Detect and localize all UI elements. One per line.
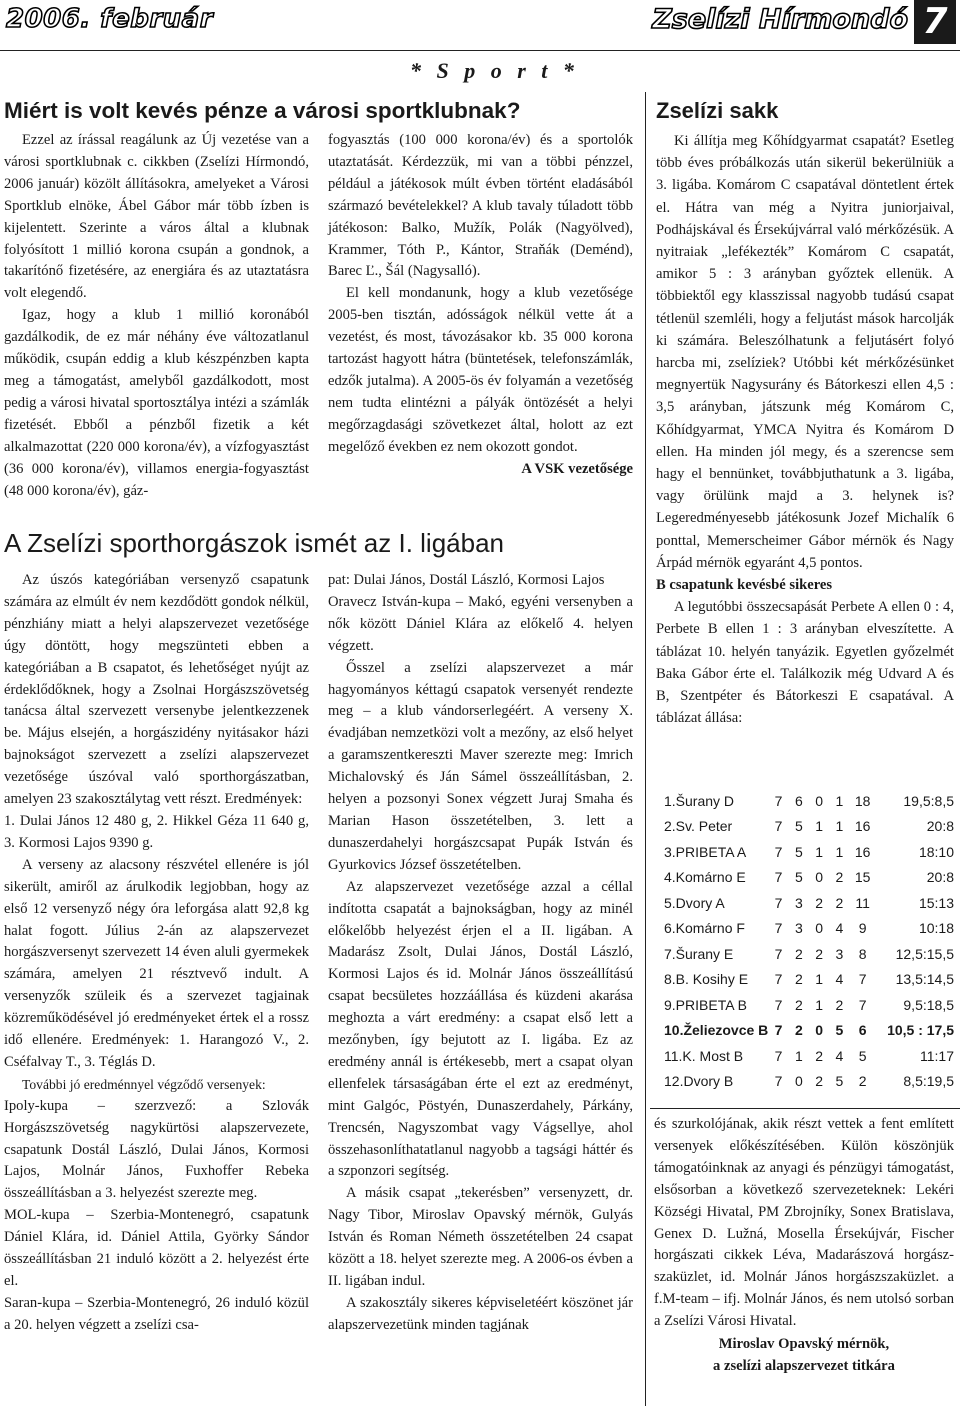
standings-cell: 5 bbox=[794, 818, 803, 835]
standings-cell: 20:8 bbox=[926, 818, 954, 835]
standings-cell: 7 bbox=[858, 996, 867, 1013]
standings-row bbox=[664, 1069, 954, 1095]
standings-cell: 18:10 bbox=[918, 843, 954, 860]
standings-row bbox=[664, 1043, 954, 1069]
standings-cell: 18 bbox=[854, 792, 871, 809]
standings-cell: 8 bbox=[858, 945, 867, 962]
standings-cell: 2 bbox=[794, 945, 803, 962]
article2-continuation-text: és szurkolójának, akik részt vettek a fent említett versenyek előkészítésében. Külön köszönjük támogatóinknak az anyagi és pénzügyi támogatást, elsősorban a következő szervezeteknek: Lekéri Községi Hivatal, PM Zbrojníky, Sonex Bratislava, Genex D. Lužná, Mosella Érsekújvár, Fischer horgászati cikkek Léva, Madarászová horgász-szaküzlet, id. Molnár János horgászszaküzlet. a f.M-team – ifj. Molnár János, és nem utolsó sorban a Zselízi Városi Hivatal. bbox=[654, 1116, 954, 1330]
page-number: 7 bbox=[914, 0, 956, 44]
article2-paragraph: MOL-kupa – Szerbia-Montenegró, csapatunk Dániel Klára, id. Dániel Attila, Györky Sándor összeállításban 21 induló között a 2. helyezést érte el. bbox=[4, 1207, 309, 1289]
standings-cell: 5 bbox=[835, 1073, 844, 1090]
standings-cell: 6 bbox=[858, 1022, 867, 1039]
standings-cell: 3 bbox=[794, 920, 803, 937]
column-separator bbox=[645, 92, 646, 1406]
standings-cell: 5 bbox=[794, 843, 803, 860]
standings-cell: 2 bbox=[794, 1022, 803, 1039]
standings-cell: 19,5:8,5 bbox=[903, 792, 954, 809]
standings-cell: 7 bbox=[774, 945, 783, 962]
standings-cell: 20:8 bbox=[926, 869, 954, 886]
article2-column-2 bbox=[328, 570, 633, 1337]
standings-cell: 0 bbox=[815, 869, 824, 886]
standings-cell: 4 bbox=[835, 971, 844, 988]
article2-title: A Zselízi sporthorgászok ismét az I. ligában bbox=[4, 528, 505, 558]
standings-cell: 2 bbox=[815, 1047, 824, 1064]
standings-cell: 1 bbox=[815, 818, 824, 835]
article2-paragraph: Az alapszervezet vezetősége azzal a céllal indította csapatát a bajnokságban, hogy az minél előkelőbb helyezést érjen el a II. ligában. A Madarász Zsolt, Dulai János, Dostál László, Kormosi Lajos és id. Molnár János összeállítású csapat becsületes hozzáállása és küzdeni akarása meghozta a várt eredmény: a csapat első lett a mezőnyben, így bejutott az I. ligába. Ez az eredmény annál is értékesebb, mert a csapat olyan ellenfelek társaságában érte el ezt az eredményt, mint Galgóc, Pöstyén, Dunaszerdahely, Párkány, Trencsén, Nagyszombat vagy Vágsellye, ahol összehasonlíthatatlanul nagyobb a tagsági háttér és a szponzori segítség. bbox=[328, 878, 633, 1180]
standings-team: 1.Šurany D bbox=[664, 792, 735, 809]
standings-cell: 1 bbox=[794, 1047, 803, 1064]
standings-row bbox=[664, 992, 954, 1018]
standings-cell: 1 bbox=[835, 818, 844, 835]
author-signature: Miroslav Opavský mérnök, bbox=[718, 1336, 890, 1353]
standings-cell: 15:13 bbox=[918, 894, 954, 911]
standings-cell: 0 bbox=[815, 1022, 824, 1039]
newspaper-title: Zselízi Hírmondó bbox=[652, 4, 908, 35]
article1-paragraph: fogyasztás (100 000 korona/év) és a sportolók utaztatását. Kérdezzük, mi van a többi pénzzel, például a játékosok múlt évben történt eladásából származó bevételekkel? A klub tavaly túladott több játékoson: Balko, Mužík, Polák (Nagyölved), Krammer, Tóth P., Kántor, Straňák (Deménd), Barec Ľ., Šál (Nagysalló). bbox=[328, 132, 633, 280]
article2-paragraph: Ipoly-kupa – szerzvező: a Szlovák Horgászszövetség nagykürtösi alapszervezete, csapatunk Dostál László, Dulai János, Kormosi Lajos, Molnár János, Fuxhoffer Rebeka összeállításban a 3. helyezést szerezte meg. bbox=[4, 1097, 309, 1202]
standings-cell: 7 bbox=[774, 1022, 783, 1039]
article2-continuation bbox=[654, 1114, 954, 1377]
article2-paragraph: pat: Dulai János, Dostál László, Kormosi Lajos bbox=[328, 572, 605, 588]
standings-team: 12.Dvory B bbox=[664, 1073, 734, 1090]
standings-cell: 11 bbox=[855, 894, 870, 911]
standings-row bbox=[664, 916, 954, 942]
sakk-column bbox=[656, 130, 954, 729]
standings-cell: 1 bbox=[835, 792, 844, 809]
standings-cell: 5 bbox=[794, 869, 803, 886]
sakk-subhead: B csapatunk kevésbé sikeres bbox=[656, 577, 833, 594]
standings-row bbox=[664, 890, 954, 916]
standings-cell: 1 bbox=[815, 996, 824, 1013]
standings-row bbox=[664, 941, 954, 967]
standings-cell: 7 bbox=[774, 920, 783, 937]
standings-cell: 7 bbox=[774, 792, 783, 809]
standings-team: 2.Sv. Peter bbox=[664, 818, 733, 835]
standings-cell: 5 bbox=[858, 1047, 867, 1064]
standings-team: 9.PRIBETA B bbox=[664, 996, 747, 1013]
issue-date: 2006. február bbox=[6, 4, 214, 34]
standings-row bbox=[664, 839, 954, 865]
standings-cell: 7 bbox=[774, 818, 783, 835]
standings-cell: 7 bbox=[774, 894, 783, 911]
article2-paragraph: Saran-kupa – Szerbia-Montenegró, 26 induló közül a 20. helyen végzett a zselízi csa- bbox=[4, 1294, 309, 1333]
standings-table bbox=[664, 788, 954, 1094]
sakk-box-bottom-rule bbox=[650, 1108, 960, 1109]
author-role: a zselízi alapszervezet titkára bbox=[713, 1358, 895, 1375]
standings-cell: 7 bbox=[774, 843, 783, 860]
standings-cell: 16 bbox=[854, 818, 871, 835]
article1-signature: A VSK vezetősége bbox=[521, 460, 633, 477]
standings-cell: 9,5:18,5 bbox=[903, 996, 954, 1013]
standings-cell: 9 bbox=[858, 920, 867, 937]
article2-paragraph: A másik csapat „tekerésben” versenyzett, dr. Nagy Tibor, Miroslav Opavský mérnök, Gulyás István és Roman Németh összetételben 24 csapat között a 18. helyet szerezte meg. A 2006-os évben a II. ligában indul. bbox=[328, 1185, 633, 1289]
standings-row bbox=[664, 865, 954, 891]
standings-cell: 3 bbox=[835, 945, 844, 962]
sakk-paragraph: A legutóbbi összecsapását Perbete A ellen 0 : 4, Perbete B ellen 1 : 3 arányban elveszítette. A táblázat 10. helyén tanyázik. Egyetlen győzelmét Baka Gábor érte el. Találkozik még Udvard A és B, Szentpéter és Bátorkeszi E csapatával. A táblázat állása: bbox=[656, 599, 954, 727]
header-rule bbox=[0, 50, 960, 51]
standings-cell: 4 bbox=[835, 1047, 844, 1064]
standings-cell: 7 bbox=[774, 996, 783, 1013]
article2-paragraph: Oravecz István-kupa – Makó, egyéni versenyben a nők között Dániel Klára az előkelő 4. helyen végzett. bbox=[328, 593, 633, 654]
standings-team: 4.Komárno E bbox=[664, 869, 746, 886]
article2-column-1 bbox=[4, 570, 309, 1337]
standings-team: 6.Komárno F bbox=[664, 920, 745, 937]
standings-cell: 7 bbox=[858, 971, 867, 988]
standings-team: 5.Dvory A bbox=[664, 894, 725, 911]
article2-paragraph: A szakosztály sikeres képviseletéért köszönet jár alapszervezetünk minden tagjának bbox=[328, 1294, 633, 1333]
standings-cell: 7 bbox=[774, 1073, 783, 1090]
standings-team: 10.Želiezovce B bbox=[664, 1022, 769, 1039]
standings-team: 8.B. Kosihy E bbox=[664, 971, 749, 988]
article2-paragraph: További jó eredménnyel végződő versenyek: bbox=[22, 1076, 266, 1092]
article2-paragraph: A verseny az alacsony részvétel ellenére is jól sikerült, amiről az árulkodik legjobban, hogy az első 12 versenyző négy óra leforgása alatt 92,8 kg halat fogott. Július 2-án az alapszervezet horgászversenyt szervezett 14 éven aluli gyermekek számára, amelyen 21 résztvevő indult. A versenyzők szüleik és a szervezet tagjainak közreműködésével jó eredményeket értek el a rossz idő ellenére. Eredmények: 1. Harangozó V., 2. Cséfalvay T., 3. Téglás D. bbox=[4, 856, 309, 1070]
article1-paragraph: Igaz, hogy a klub 1 millió koronából gazdálkodik, de ez már néhány éve változatlanul működik, csupán eddig a klub készpénzben kapta meg a támogatást, amelyből gazdálkodott, most pedig a városi hivatal sportosztálya intézi a számlák fizetését. Ebből a pénzből fizetik a két alkalmazottat (220 000 korona/év), a vízfogyasztást (36 000 korona/év), villamos energia-fogyasztást (48 000 korona/év), gáz- bbox=[4, 307, 309, 499]
article2-results: 1. Dulai János 12 480 g, 2. Hikkel Géza 11 640 g, 3. Kormosi Lajos 9390 g. bbox=[4, 812, 309, 851]
standings-cell: 7 bbox=[774, 971, 783, 988]
standings-cell: 2 bbox=[794, 971, 803, 988]
standings-cell: 2 bbox=[794, 996, 803, 1013]
sakk-title: Zselízi sakk bbox=[656, 98, 779, 123]
standings-team: 3.PRIBETA A bbox=[664, 843, 747, 860]
standings-cell: 0 bbox=[815, 792, 824, 809]
standings-cell: 12,5:15,5 bbox=[895, 945, 954, 962]
standings-cell: 8,5:19,5 bbox=[903, 1073, 954, 1090]
standings-cell: 2 bbox=[815, 1073, 824, 1090]
article2-paragraph: Ősszel a zselízi alapszervezet a már hagyományos kéttagú csapatok versenyét rendezte meg – a klub vándorserlegéért. A verseny X. évadjában nemzetközi volt a mezőny, az első helyet a garamszentkereszti Maver szerezte meg: Imrich Michalovský és Ján Sámel összeállításban, 2. helyen a pozsonyi Sonex végzett Juraj Smaha és Marian Hason összetételben, 3. lett a dunaszerdahelyi horgászcsapat Pupák István és Gyurkovics József összetételben. bbox=[328, 659, 633, 873]
article2-paragraph: Az úszós kategóriában versenyző csapatunk számára az elmúlt év nem kezdődött gondok nélkül, pénzhiány miatt a helyi alapszervezet vezetősége úgy döntött, hogy megszünteti ebben a kategóriában a B csapatot, és lehetőséget nyújt az érdeklődőknek, hogy a Zsolnai Horgászszövetség tanácsa által szervezett versenybe jelentkezzenek be. Május elsején, a horgászidény nyitásakor házi bajnokságot szervezett a zselízi alapszervezet vezetősége úszóval való sporthorgászatban, amelyen 23 szakosztálytag vett részt. Eredmények: bbox=[4, 572, 309, 808]
standings-cell: 2 bbox=[858, 1073, 867, 1090]
article1-title: Miért is volt kevés pénze a városi sportklubnak? bbox=[4, 98, 521, 123]
standings-cell: 3 bbox=[794, 894, 803, 911]
standings-team: 11.K. Most B bbox=[664, 1047, 744, 1064]
standings-row bbox=[664, 967, 954, 993]
standings-cell: 16 bbox=[854, 843, 871, 860]
standings-row bbox=[664, 1018, 954, 1044]
standings-cell: 2 bbox=[835, 996, 844, 1013]
standings-cell: 7 bbox=[774, 869, 783, 886]
standings-cell: 10:18 bbox=[918, 920, 954, 937]
standings-cell: 0 bbox=[794, 1073, 803, 1090]
standings-row bbox=[664, 788, 954, 814]
standings-cell: 1 bbox=[835, 843, 844, 860]
standings-cell: 13,5:14,5 bbox=[895, 971, 954, 988]
sakk-paragraph: Ki állítja meg Kőhídgyarmat csapatát? Esetleg több éves próbálkozás után sikerül bekerülniük a 3. ligába. Komárom C csapatával döntetlent értek el. Hátra van még a Nyitra juniorjaival, Podhájskával és Érsekújvárral való mérkőzésük. A nyitraiak „lefékezték” Komárom C csapatát, amikor 5 : 3 arányban győztek ellenük. A többiektől egy klasszissal nagyobb tudású csapat tétlenül szemléli, hogy a feljutást mások harcolják ki számára. Beleszólhatunk a feljutásért folyó harcba mi, zselíziek? Utóbbi két mérkőzésünket megnyertük Nagysurány és Bátorkeszi ellen 4,5 : 3,5 arányban, játszunk még Komárom C, Kőhídgyarmat, YMCA Nyitra és Komárom D ellen. Ha minden jól megy, és a szerencse sem hagy el bennünket, továbbjuthatunk a 3. ligába, vagy örülünk majd a 3. helynek is? Legeredményesebb játékosunk Jozef Michalík 6 ponttal, Memerscheimer Gábor mérnök és Nagy Árpád mérnök egyaránt 4,5 pontos. bbox=[656, 133, 954, 571]
standings-cell: 2 bbox=[815, 894, 824, 911]
standings-cell: 2 bbox=[835, 869, 844, 886]
standings-cell: 6 bbox=[794, 792, 803, 809]
article1-column-1 bbox=[4, 130, 309, 502]
standings-cell: 2 bbox=[815, 945, 824, 962]
standings-team: 7.Šurany E bbox=[664, 945, 734, 962]
standings-cell: 0 bbox=[815, 920, 824, 937]
standings-cell: 7 bbox=[774, 1047, 783, 1064]
standings-cell: 4 bbox=[835, 920, 844, 937]
section-title: * S p o r t * bbox=[410, 58, 579, 83]
standings-cell: 2 bbox=[835, 894, 844, 911]
article1-paragraph: El kell mondanunk, hogy a klub vezetősége 2005-ben tisztán, adósságok nélkül vette át a vezetést, és most, távozásakor kb. 35 000 korona tartozást hagyott hátra (büntetések, telefonszámlák, edzők jutalma). A 2005-ös év folyamán a vezetőség nem tudta elintézni a pályák öntözését a helyi megőrzagdasági szövetkezet által, holott az ezt megelőző években ez nem okozott gondot. bbox=[328, 285, 633, 455]
standings-cell: 10,5 : 17,5 bbox=[887, 1022, 954, 1039]
standings-cell: 1 bbox=[815, 843, 824, 860]
standings-cell: 11:17 bbox=[920, 1047, 954, 1064]
standings-cell: 15 bbox=[854, 869, 871, 886]
standings-cell: 5 bbox=[835, 1022, 844, 1039]
article1-paragraph: Ezzel az írással reagálunk az Új vezetése van a városi sportklubnak c. cikkben (Zselízi Hírmondó, 2006 január) közölt állításokra, amelyeket a Városi Sportklub elnöke, Ábel Gábor már több ízben is kijelentett. Szerinte a város által a klubnak folyósított 1 millió korona csupán a gondnok, a takarítónő fizetésére, az energiára és az utaztatásra volt elegendő. bbox=[4, 132, 309, 302]
standings-row bbox=[664, 814, 954, 840]
article1-column-2 bbox=[328, 130, 633, 481]
standings-cell: 1 bbox=[815, 971, 824, 988]
